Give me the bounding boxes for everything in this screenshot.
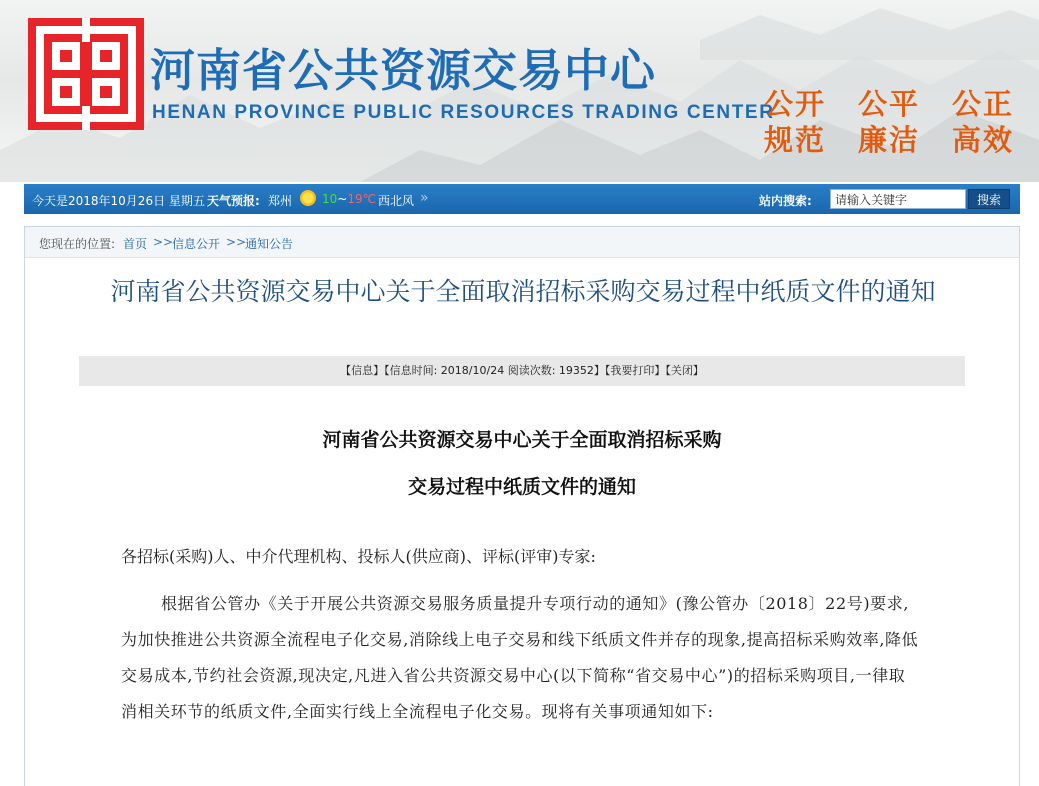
weather-wind: 西北风 [378, 194, 415, 208]
slogan-word: 高效 [951, 123, 1014, 157]
close-button[interactable]: 【关闭】 [665, 364, 704, 377]
weather-city: 郑州 [268, 194, 293, 208]
breadcrumb-item-notices[interactable] [245, 235, 293, 252]
slogan-word: 公正 [951, 87, 1014, 121]
site-title-english: HENAN PROVINCE PUBLIC RESOURCES TRADING CENTER [152, 102, 775, 123]
document-heading-line-1: 河南省公共资源交易中心关于全面取消招标采购 [322, 429, 722, 451]
document-addressee: 各招标(采购)人、中介代理机构、投标人(供应商)、评标(评审)专家: [121, 547, 596, 566]
document-paragraph: 根据省公管办《关于开展公共资源交易服务质量提升专项行动的通知》(豫公管办〔2018〕22号)要求,为加快推进公共资源全流程电子化交易,消除线上电子交易和线下纸质文件并存的现象,提高招标采购效率,降低交易成本,节约社会资源,现决定,凡进入省公共资源交易中心(以下简称“省交易中心”)的招标采购项目,一律取消相关环节的纸质文件,全面实行线上全流程电子化交易。现将有关事项通知如下: [121, 594, 919, 721]
slogan-row-2 [764, 118, 1014, 159]
print-button[interactable]: 【我要打印】 [604, 364, 666, 377]
breadcrumb-separator-icon: >> [226, 235, 247, 249]
meta-info: 【信息】 [340, 364, 385, 377]
article-title: 河南省公共资源交易中心关于全面取消招标采购交易过程中纸质文件的通知 [110, 277, 936, 306]
slogan-word: 公开 [764, 87, 827, 121]
document-heading-line-2: 交易过程中纸质文件的通知 [407, 476, 636, 498]
search-button[interactable]: 搜索 [968, 189, 1010, 209]
slogan-word: 规范 [764, 123, 827, 157]
content-panel [24, 226, 1020, 786]
breadcrumb-link[interactable]: 首页 [123, 237, 148, 251]
temp-low: 10 [322, 192, 338, 206]
slogan-row-1 [764, 82, 1014, 123]
weather-temperature [322, 192, 376, 206]
meta-time: 【信息时间: 2018/10/24 [384, 364, 505, 377]
search-input[interactable] [830, 189, 966, 209]
site-header [0, 0, 1039, 182]
slogan-word: 公平 [857, 87, 920, 121]
current-date: 今天是2018年10月26日 星期五 [32, 194, 205, 208]
search-label: 站内搜索: [759, 194, 812, 208]
site-title: 河南省公共资源交易中心 [150, 44, 657, 97]
breadcrumb-link[interactable]: 信息公开 [172, 237, 221, 251]
info-bar [24, 184, 1020, 214]
double-chevron-right-icon[interactable]: » [420, 190, 429, 206]
breadcrumb [25, 227, 1019, 258]
breadcrumb-item-info[interactable] [172, 235, 220, 252]
slogan-word: 廉洁 [857, 123, 920, 157]
sun-icon [299, 189, 317, 207]
meta-views: 阅读次数: 19352】 [507, 364, 605, 377]
temp-high: 19℃ [347, 192, 377, 206]
article-meta-bar [79, 356, 965, 386]
weather-label: 天气预报: [207, 194, 260, 208]
breadcrumb-separator-icon: >> [153, 235, 174, 249]
logo-icon [28, 18, 144, 130]
breadcrumb-prefix: 您现在的位置: [39, 237, 116, 251]
breadcrumb-item-home[interactable] [123, 235, 147, 252]
breadcrumb-link[interactable]: 通知公告 [245, 237, 294, 251]
temp-separator: ~ [337, 192, 348, 206]
